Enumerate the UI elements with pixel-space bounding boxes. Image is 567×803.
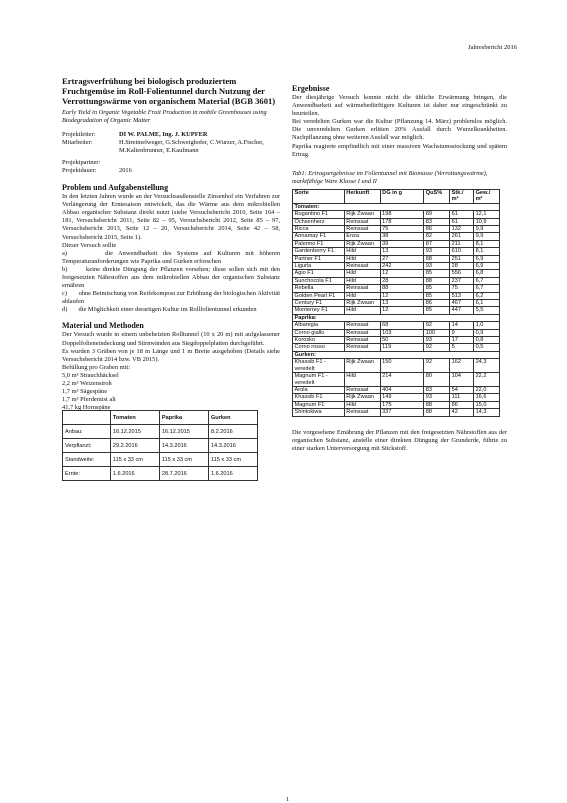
table-cell: Albaregia [293,322,345,329]
table-row [293,344,500,351]
table-cell: 8,1 [474,240,500,247]
table-cell: 10,9 [474,218,500,225]
table-cell: 12,1 [474,211,500,218]
yield-header-row [293,189,500,203]
table-cell: Century F1 [293,300,345,307]
table-row [293,233,500,240]
table-cell: Hild [344,292,380,299]
table-cell: 211 [450,240,474,247]
table-cell: 61 [450,218,474,225]
project-info [62,131,280,175]
leader-label: Projektleiter: [62,130,96,138]
table-cell: 14,3 [474,409,500,416]
dates-header-row [63,411,258,425]
table-cell: 54 [450,386,474,393]
table-cell: 6,7 [474,285,500,292]
table-cell: Reinsaat [344,285,380,292]
table-cell: 149 [380,394,424,401]
fill-item: 1,7 m³ Pferdemist alt [62,396,116,404]
table-cell: Agio F1 [293,270,345,277]
table-row [63,439,258,453]
yield-header-cell: QuS% [424,189,450,203]
table-cell: Reinsaat [344,329,380,336]
table-cell: Anbau: [63,425,111,439]
results-heading: Ergebnisse [292,84,330,93]
table-cell: 87 [424,240,450,247]
table-cell: Palermo F1 [293,240,345,247]
dates-header-cell: Paprika [159,411,208,425]
table-cell: 242 [380,263,424,270]
table-cell: 8.2.2016 [208,425,257,439]
partner-label: Projektpartner: [62,158,101,166]
table-row [293,270,500,277]
table-cell: Arola [293,386,345,393]
table-cell: 115 x 33 cm [208,453,257,467]
table-row [293,307,500,314]
table-cell: Hild [344,373,380,387]
table-cell: 610 [450,248,474,255]
table-cell: Rijk Zwaan [344,211,380,218]
table-row [293,337,500,344]
table-row [293,300,500,307]
table-cell: 8,1 [474,248,500,255]
table-cell: 100 [424,329,450,336]
table-cell: 28 [450,263,474,270]
table-row [63,467,258,481]
table-cell: 38 [380,233,424,240]
table-cell: 6,7 [474,277,500,284]
table-cell: 14 [450,322,474,329]
table-row [293,211,500,218]
table-cell: 85 [424,307,450,314]
table-cell: 6,1 [474,300,500,307]
table-cell: Khassib F1 [293,394,345,401]
yield-header-cell: DG in g [380,189,424,203]
right-column [292,84,507,453]
table-cell: Shintokiwa [293,409,345,416]
table-cell: Reinsaat [344,409,380,416]
table-cell: 86 [450,401,474,408]
methods-heading: Material und Methoden [62,321,144,331]
table-cell: 447 [450,307,474,314]
yield-header-cell: Herkunft [344,189,380,203]
table-cell: Rijk Zwaan [344,240,380,247]
dates-header-cell: Tomaten [110,411,159,425]
table-cell: 12 [380,292,424,299]
table-cell: 88 [424,277,450,284]
table-row [293,359,500,373]
table-cell: 42 [450,409,474,416]
dates-header-cell: Gurken [208,411,257,425]
yield-header-cell: Gew./ m² [474,189,500,203]
table-cell: Rijk Zwaan [344,359,380,373]
table-cell: Hild [344,270,380,277]
table-row [293,255,500,262]
report-header: Jahresbericht 2016 [468,44,517,51]
table-cell: 16,6 [474,394,500,401]
table-cell: Rugantino F1 [293,211,345,218]
yield-header-cell: Sorte [293,189,345,203]
group-label: Paprika: [293,314,500,321]
staff-value: H.Streimelweger, G.Schweighofer, C.Wurzer, A.Fischer, M.Kaltenbrunner, E.Kaufmann [119,138,264,154]
english-subtitle: Early Yield in Organic Vegetable Fruit Production in mobile Greenhouses using Biodegradation of Organic Matter [62,108,267,124]
table-cell: 82 [424,233,450,240]
table-cell: Reinsaat [344,344,380,351]
table-cell: 75 [450,285,474,292]
table-cell: 88 [424,401,450,408]
table-cell: 85 [424,285,450,292]
table-cell: 12 [380,270,424,277]
table-cell: Reinsaat [344,263,380,270]
table-cell: Ochsenherz [293,218,345,225]
table-cell: Partner F1 [293,255,345,262]
table-cell: 27 [380,255,424,262]
table-row [293,373,500,387]
table-cell: 75 [380,225,424,232]
table-cell: 6,2 [474,292,500,299]
table-cell: 22,0 [474,386,500,393]
table-cell: 119 [380,344,424,351]
table-cell: Reinsaat [344,218,380,225]
table-cell: 15,0 [474,401,500,408]
table-cell: 237 [450,277,474,284]
table-cell: 92 [424,322,450,329]
results-conclusion: Die vorgesehene Ernährung der Pflanzen mit den freigesetzten Nährstoffen aus der organischen Substanz, anstelle einer direkten Düngung der Grunderde, führte zu einer starken Unterversorgung mit Stickstoff. [292,428,507,452]
group-row [293,351,500,358]
table-cell: Hild [344,401,380,408]
methods-paragraph-2: Es wurden 3 Gräben von je 18 m Länge und 1 m Breite ausgehoben (Details siehe Versuchsbericht 2014 bzw. VB 2015). [62,347,280,363]
fill-list [62,372,280,412]
table-cell: Reinsaat [344,337,380,344]
table-cell: 556 [450,270,474,277]
page-number: 1 [286,796,290,803]
table-cell: 14.3.2016 [159,439,208,453]
table-cell: 104 [450,373,474,387]
problem-item-b: b) keine direkte Düngung der Pflanzen vorsehen; diese sollen sich mit den freigesetzten Nährstoffen aus dem mikrobiellen Abbau der organischen Substanz ernähren [62,265,280,290]
table-cell: 1.6.2016 [208,467,257,481]
table-cell: 89 [424,211,450,218]
table-cell: 86 [424,300,450,307]
table-cell: 0,8 [474,337,500,344]
table-cell: 92 [424,344,450,351]
table-cell: 175 [380,401,424,408]
table-row [293,394,500,401]
problem-item-c: c) ohne Beimischung von Reifekompost zur Erhöhung der biologischen Aktivität ablaufen [62,290,280,306]
table-cell: Golden Pearl F1 [293,292,345,299]
table-cell: Verpflanzt: [63,439,111,453]
table-cell: Magnum F1 [293,401,345,408]
table-row [293,218,500,225]
table-cell: 93 [424,248,450,255]
table-cell: Corno rosso [293,344,345,351]
table-cell: 337 [380,409,424,416]
table-cell: 83 [424,218,450,225]
table-cell: 115 x 33 cm [159,453,208,467]
table-cell: 513 [450,292,474,299]
table-row [293,277,500,284]
dates-table [62,410,258,481]
dates-header-cell [63,411,111,425]
table-cell: 22,2 [474,373,500,387]
table-cell: Enza [344,233,380,240]
yield-header-cell: Stk./ m² [450,189,474,203]
table-cell: 0,9 [474,329,500,336]
table-row [63,453,258,467]
table-cell: Rijk Zwaan [344,300,380,307]
table-cell: 1,0 [474,322,500,329]
group-label: Tomaten: [293,203,500,210]
table-cell: Standweite: [63,453,111,467]
table-cell: 13 [380,300,424,307]
table-row [293,292,500,299]
table-cell: 9,9 [474,225,500,232]
table-cell: 162 [450,359,474,373]
table-cell: 6,8 [474,270,500,277]
table-cell: 88 [424,255,450,262]
methods-paragraph-1: Der Versuch wurde in einem unbeheizten Rolltunnel (10 x 20 m) mit aufgelassener Doppelfolieneindeckung und Stirnwänden aus Stegdoppelplatten durchgeführt. [62,331,280,347]
table-row [293,409,500,416]
table-cell: 50 [380,337,424,344]
table-cell: Annamay F1 [293,233,345,240]
duration-label: Projektdauer: [62,166,97,174]
problem-item-a: a) die Anwendbarkeit des Systems auf Kulturen mit höheren Temperaturanforderungen wie Paprika und Gurken erforschen [62,249,280,265]
table-cell: 198 [380,211,424,218]
table-cell: Sunchocola F1 [293,277,345,284]
table-cell: 251 [450,255,474,262]
table-cell: 92 [424,359,450,373]
table-cell: 61 [450,211,474,218]
fill-item: 2,2 m³ Weizenstroh [62,380,112,388]
group-row [293,314,500,321]
table-cell: 28 [380,277,424,284]
table-cell: 80 [424,373,450,387]
table-cell: 261 [450,233,474,240]
document-title: Ertragsverfrühung bei biologisch produziertem Fruchtgemüse im Roll-Folientunnel durch Nutzung der Verrottungswärme von organischem Material (BGB 3601) [62,76,276,107]
yield-body [293,203,500,416]
table-cell: 467 [450,300,474,307]
results-paragraph-3: Paprika reagierte empfindlich mit einer massiven Wachstumsstockung und spätem Ertrag. [292,142,507,158]
table-cell: Rijk Zwaan [344,394,380,401]
table-cell: Hild [344,277,380,284]
table-cell: 86 [424,225,450,232]
duration-value: 2016 [119,166,132,174]
table-cell: Corno giallo [293,329,345,336]
table-cell: 9,9 [474,233,500,240]
table-cell: Hild [344,307,380,314]
problem-heading: Problem und Aufgabenstellung [62,183,169,193]
table-cell: 17 [450,337,474,344]
table-row [293,248,500,255]
table-cell: 88 [424,409,450,416]
table-cell: Khassib F1 - veredelt [293,359,345,373]
table-row [293,240,500,247]
table-cell: 88 [380,285,424,292]
table-row [293,322,500,329]
group-row [293,203,500,210]
yield-table [292,189,500,417]
table-cell: Ricca [293,225,345,232]
table-cell: 150 [380,359,424,373]
table-cell: 404 [380,386,424,393]
results-paragraph-2: Bei veredelten Gurken war die Kultur (Pflanzung 14. März) problemlos möglich. Die unveredelten Gurken erlitten 20% Ausfall durch Wurzelkrankheiten. Nachpflanzung ohne weiteren Ausfall war möglich. [292,118,507,142]
partner-value [119,159,280,167]
table-cell: Korosko [293,337,345,344]
table-cell: Reinsaat [344,225,380,232]
results-paragraph-1: Der diesjährige Versuch konnte nicht die übliche Erwärmung bringen, die Anwendbarkeit auf wärmebedürftigere Kulturen ist daher nur eingeschränkt zu beurteilen. [292,94,507,118]
left-column [62,76,280,481]
table-cell: 12 [380,307,424,314]
table-cell: 0,5 [474,344,500,351]
table-cell: Hild [344,248,380,255]
fill-label: Befüllung pro Graben mit: [62,363,130,371]
table-cell: 111 [450,394,474,401]
fill-item: 1,7 m³ Sägespäne [62,388,108,396]
table-row [293,386,500,393]
group-label: Gurken: [293,351,500,358]
table-cell: Rebella [293,285,345,292]
table-cell: 103 [380,329,424,336]
table-cell: 93 [424,263,450,270]
table-cell: 13 [380,248,424,255]
table-cell: Magnum F1 - veredelt [293,373,345,387]
table-cell: 115 x 33 cm [110,453,159,467]
leader-value: DI W. PALME, Ing. J. KUPFER [119,130,208,138]
table-cell: 178 [380,218,424,225]
problem-item-d: d) die Möglichkeit einer derartigen Kultur im Rollfolientunnel erkunden [62,306,257,314]
table-cell: 1.6.2016 [110,467,159,481]
table-row [293,401,500,408]
table-row [63,425,258,439]
table-cell: 16.12.2015 [159,425,208,439]
table-cell: 29.2.2016 [110,439,159,453]
table-cell: 9 [450,329,474,336]
fill-item: 5,0 m³ Strauchhäcksel [62,371,119,379]
table-cell: 93 [424,394,450,401]
table-cell: 14.3.2016 [208,439,257,453]
table-cell: 68 [380,322,424,329]
table-cell: Reinsaat [344,322,380,329]
problem-lead: Dieser Versuch sollte [62,241,117,249]
table-cell: 24,3 [474,359,500,373]
table-cell: 132 [450,225,474,232]
table-cell: 214 [380,373,424,387]
table-row [293,225,500,232]
table-row [293,263,500,270]
table-cell: Reinsaat [344,386,380,393]
table-cell: 5 [450,344,474,351]
table-cell: 28.7.2016 [159,467,208,481]
table-cell: 5,5 [474,307,500,314]
table-cell: 85 [424,292,450,299]
table-cell: 85 [424,270,450,277]
table-row [293,329,500,336]
table-cell: 16.12.2015 [110,425,159,439]
table-cell: Monterrey F1 [293,307,345,314]
table-cell: 6,9 [474,263,500,270]
table-row [293,285,500,292]
table-cell: 39 [380,240,424,247]
table-cell: Ernte: [63,467,111,481]
problem-intro: In den letzten Jahren wurde an der Versuchsaußenstelle Zinsenhof ein Verfahren zur Verlängerung der Erntesaison entwickelt, das die Wärme aus dem mikrobiellen Abbau organischer Substanz direkt nutzt (siehe Versuchsbericht 2010, Seite 164 – 181, Versuchsbericht 2011, Seite 82 – 95, Versuchsbericht 2012, Seite 85 – 97, Versuchsbericht 2013, Seite 12 – 20, Versuchsbericht 2014, Seite 42 – 58, Versuchsbericht 2015, Seite 1). [62,193,280,241]
fill-item: 41,7 kg Hornspäne [62,404,111,412]
table-cell: Hild [344,255,380,262]
table-cell: Liguria [293,263,345,270]
staff-label: Mitarbeiter: [62,138,93,146]
table-cell: 6,9 [474,255,500,262]
table-cell: 83 [424,386,450,393]
table-caption: Tab1: Ertragsergebnisse im Folientunnel mit Biomasse (Verrottungswärme), marktfähige Ware Klasse I und II [292,169,488,185]
table-cell: 93 [424,337,450,344]
table-cell: Gardenberry F1 [293,248,345,255]
